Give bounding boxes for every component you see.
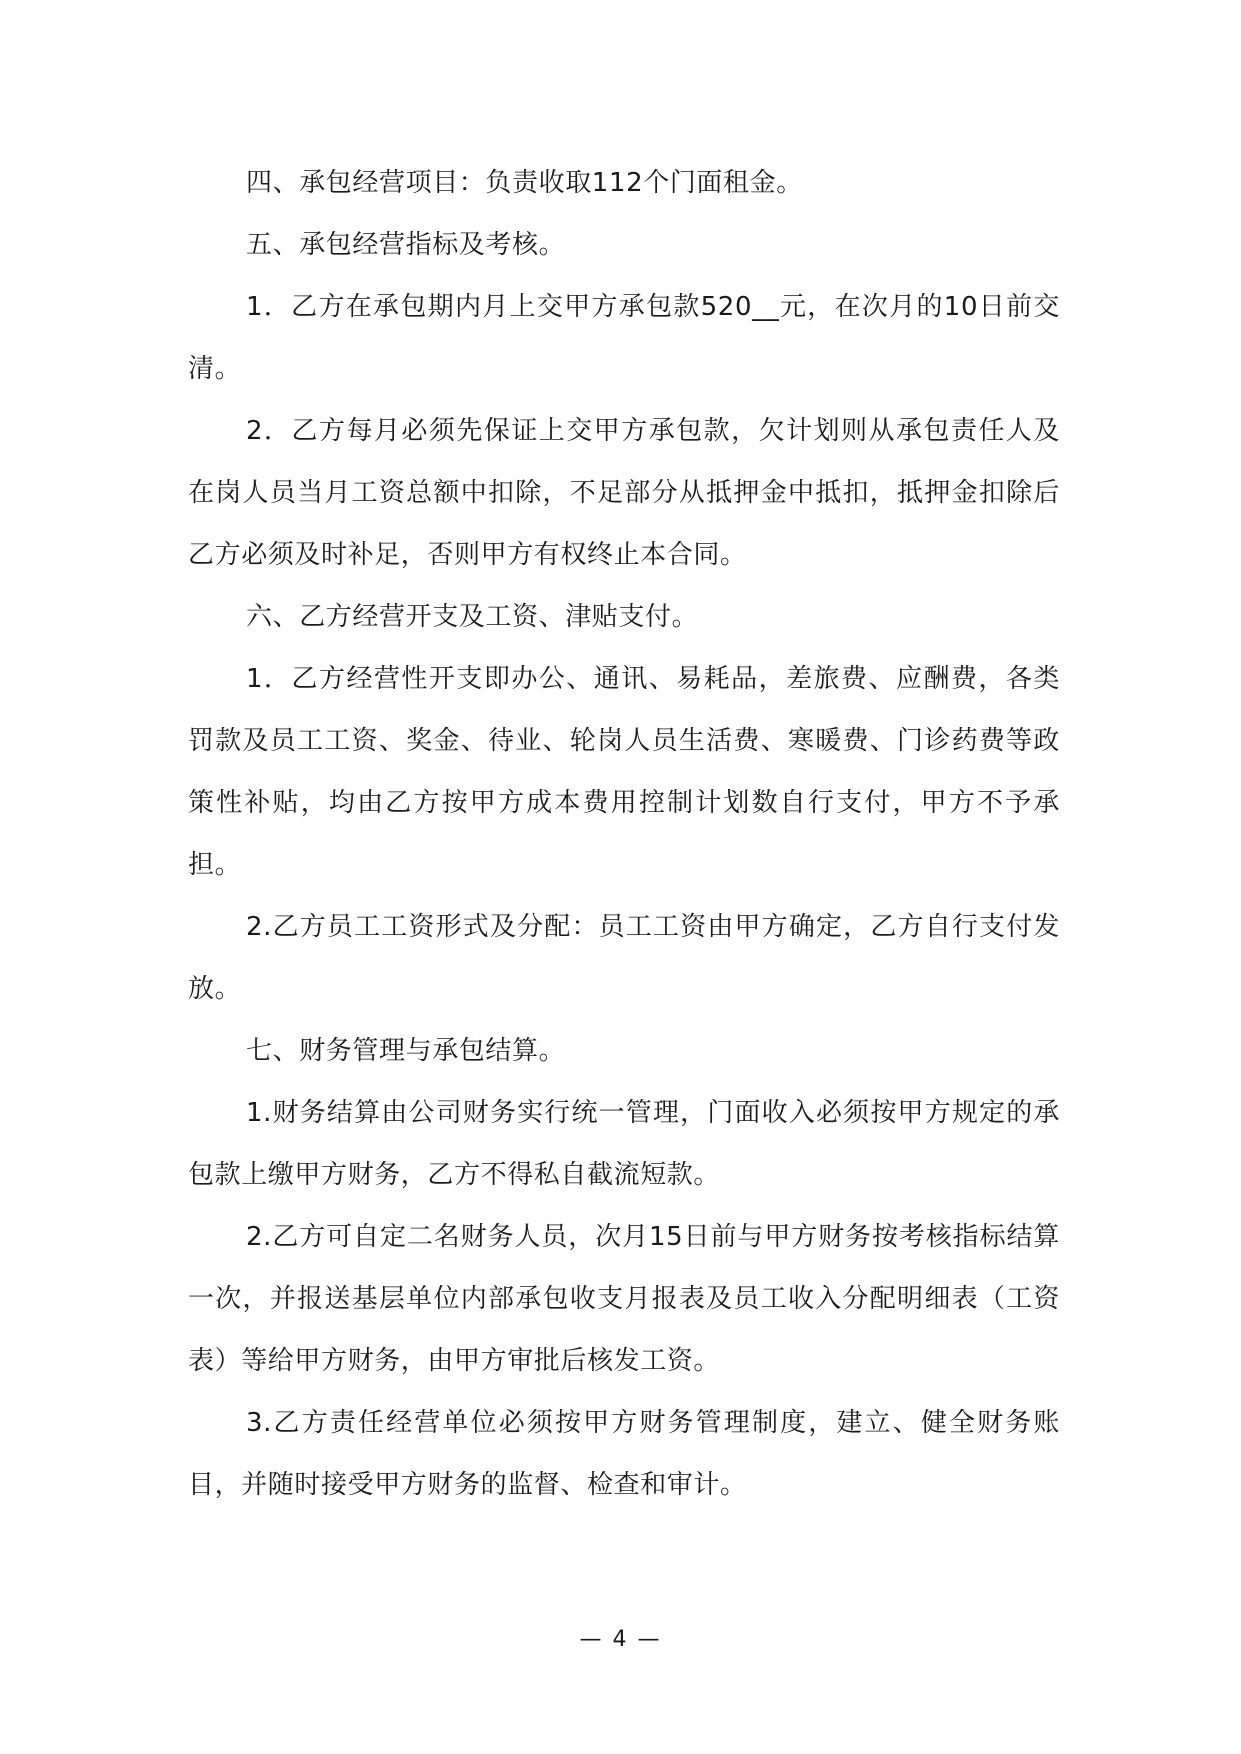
paragraph-7-1: 1.财务结算由公司财务实行统一管理，门面收入必须按甲方规定的承包款上缴甲方财务，乙方不得私自截流短款。 [188, 1098, 1060, 1190]
paragraph-6-1: 1．乙方经营性开支即办公、通讯、易耗品，差旅费、应酬费，各类罚款及员工工资、奖金、待业、轮岗人员生活费、寒暖费、门诊药费等政策性补贴，均由乙方按甲方成本费用控制计划数自行支付，甲方不予承担。 [188, 664, 1060, 880]
paragraph-5-1: 1．乙方在承包期内月上交甲方承包款520__元，在次月的10日前交清。 [188, 292, 1060, 384]
paragraph-7-2: 2.乙方可自定二名财务人员，次月15日前与甲方财务按考核指标结算一次，并报送基层单位内部承包收支月报表及员工收入分配明细表（工资表）等给甲方财务，由甲方审批后核发工资。 [188, 1222, 1060, 1376]
page-number: — 4 — [579, 1627, 662, 1652]
document-body [188, 152, 1060, 1516]
paragraph-section-5: 五、承包经营指标及考核。 [246, 230, 566, 260]
paragraph-7-3: 3.乙方责任经营单位必须按甲方财务管理制度，建立、健全财务账目，并随时接受甲方财务的监督、检查和审计。 [188, 1408, 1060, 1500]
paragraph-5-2: 2．乙方每月必须先保证上交甲方承包款，欠计划则从承包责任人及在岗人员当月工资总额中扣除，不足部分从抵押金中抵扣，抵押金扣除后乙方必须及时补足，否则甲方有权终止本合同。 [188, 416, 1060, 570]
paragraph-section-4: 四、承包经营项目：负责收取112个门面租金。 [246, 168, 803, 198]
paragraph-6-2: 2.乙方员工工资形式及分配：员工工资由甲方确定，乙方自行支付发放。 [188, 912, 1060, 1004]
paragraph-section-6: 六、乙方经营开支及工资、津贴支付。 [246, 602, 699, 632]
paragraph-section-7: 七、财务管理与承包结算。 [246, 1036, 566, 1066]
